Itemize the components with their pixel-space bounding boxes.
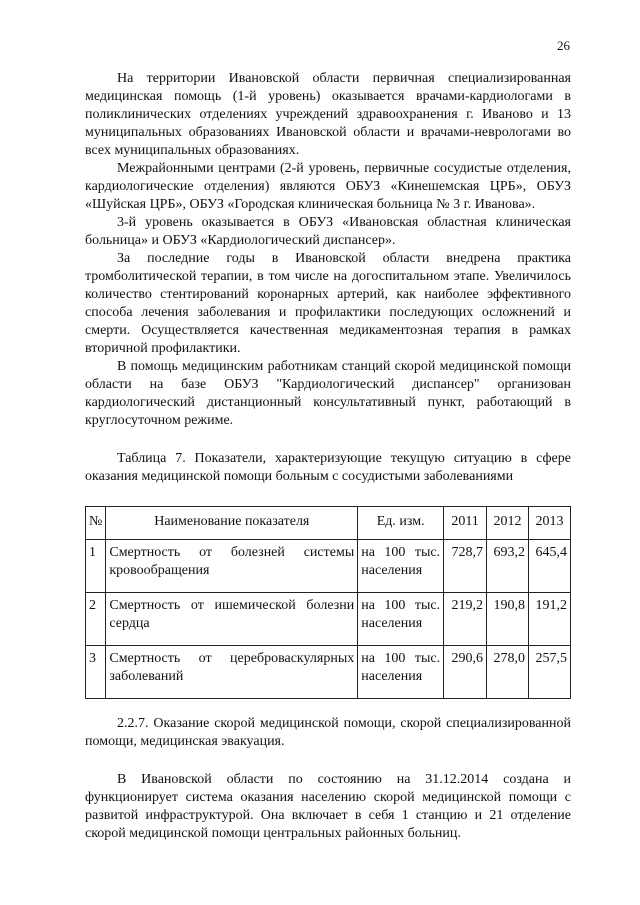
paragraph-second-level: Межрайонными центрами (2-й уровень, первичные сосудистые отделения, кардиологические отделения) являются ОБУЗ «Кинешемская ЦРБ», ОБУЗ «Шуйская ЦРБ», ОБУЗ «Городская клиническая больница № 3 г. Иванова». bbox=[85, 161, 571, 212]
table-caption: Таблица 7. Показатели, характеризующие текущую ситуацию в сфере оказания медицинской помощи больным с сосудистыми заболеваниями bbox=[85, 451, 571, 484]
table-row bbox=[86, 593, 571, 646]
header-number: № bbox=[86, 507, 106, 540]
paragraph-consultation-point: В помощь медицинским работникам станций скорой медицинской помощи области на базе ОБУЗ "Кардиологический диспансер" организован кардиологический дистанционный консультативный пункт, работающий в круглосуточном режиме. bbox=[85, 359, 571, 428]
value-2013: 645,4 bbox=[528, 540, 570, 593]
indicator-name: Смертность от болезней системы кровообращения bbox=[106, 540, 358, 593]
header-unit: Ед. изм. bbox=[358, 507, 444, 540]
value-2012: 693,2 bbox=[487, 540, 529, 593]
header-year-2013: 2013 bbox=[528, 507, 570, 540]
value-2011: 728,7 bbox=[444, 540, 487, 593]
indicator-name: Смертность от цереброваскулярных заболеваний bbox=[106, 646, 358, 699]
paragraph-thrombolysis: За последние годы в Ивановской области внедрена практика тромболитической терапии, в том числе на догоспитальном этапе. Увеличилось количество стентирований коронарных артерий, как наиболее эффективного способа лечения заболевания и профилактики последующих осложнений и смерти. Осуществляется качественная медикаментозная терапия в рамках вторичной профилактики. bbox=[85, 251, 571, 356]
document-body bbox=[85, 70, 571, 843]
table-header-row bbox=[86, 507, 571, 540]
row-number: 1 bbox=[86, 540, 106, 593]
paragraph-first-level: На территории Ивановской области первичная специализированная медицинская помощь (1-й уровень) оказывается врачами-кардиологами в поликлинических отделениях учреждений здравоохранения г. Иваново и 13 муниципальных образованиях Ивановской области и врачами-неврологами во всех муниципальных образованиях. bbox=[85, 71, 571, 158]
header-indicator-name: Наименование показателя bbox=[106, 507, 358, 540]
table-row bbox=[86, 540, 571, 593]
value-2011: 219,2 bbox=[444, 593, 487, 646]
value-2013: 191,2 bbox=[528, 593, 570, 646]
row-number: 3 bbox=[86, 646, 106, 699]
value-2011: 290,6 bbox=[444, 646, 487, 699]
indicators-table bbox=[85, 506, 571, 699]
indicator-unit: на 100 тыс. населения bbox=[358, 646, 444, 699]
paragraph-ambulance-system: В Ивановской области по состоянию на 31.12.2014 создана и функционирует система оказания населению скорой медицинской помощи с развитой инфраструктурой. Она включает в себя 1 станцию и 21 отделение скорой медицинской помощи центральных районных больниц. bbox=[85, 772, 571, 841]
value-2012: 190,8 bbox=[487, 593, 529, 646]
indicator-unit: на 100 тыс. населения bbox=[358, 593, 444, 646]
indicator-name: Смертность от ишемической болезни сердца bbox=[106, 593, 358, 646]
paragraph-third-level: 3-й уровень оказывается в ОБУЗ «Ивановская областная клиническая больница» и ОБУЗ «Кардиологический диспансер». bbox=[85, 215, 571, 248]
row-number: 2 bbox=[86, 593, 106, 646]
value-2012: 278,0 bbox=[487, 646, 529, 699]
header-year-2012: 2012 bbox=[487, 507, 529, 540]
header-year-2011: 2011 bbox=[444, 507, 487, 540]
section-heading-2-2-7: 2.2.7. Оказание скорой медицинской помощи, скорой специализированной помощи, медицинская эвакуация. bbox=[85, 716, 571, 749]
indicator-unit: на 100 тыс. населения bbox=[358, 540, 444, 593]
table-row bbox=[86, 646, 571, 699]
page-number: 26 bbox=[557, 38, 570, 53]
value-2013: 257,5 bbox=[528, 646, 570, 699]
